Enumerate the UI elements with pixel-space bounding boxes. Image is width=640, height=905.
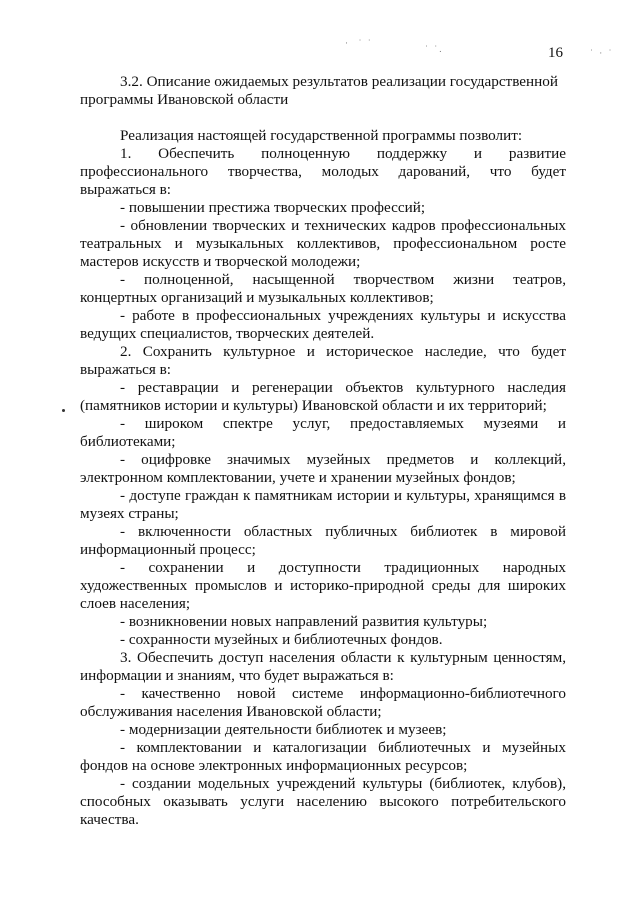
scan-dot <box>62 409 65 412</box>
list-item: - модернизации деятельности библиотек и музеев; <box>120 721 447 738</box>
scan-speck: · ˙ ˙ <box>345 38 373 48</box>
list-item: - широком спектре услуг, предоставляемых музеями и библиотеками; <box>80 415 566 450</box>
paragraph: 2. Сохранить культурное и историческое наследие, что будет выражаться в: <box>80 343 566 378</box>
list-item: - реставрации и регенерации объектов культурного наследия (памятников истории и культуры) Ивановской области и их территорий; <box>80 379 566 414</box>
list-item: - качественно новой системе информационно-библиотечного обслуживания населения Ивановской области; <box>80 685 566 720</box>
list-item: - включенности областных публичных библиотек в мировой информационный процесс; <box>80 523 566 558</box>
scan-speck: ˙ · ˙ <box>590 48 614 58</box>
list-item: - комплектовании и каталогизации библиотечных и музейных фондов на основе электронных информационных ресурсов; <box>80 739 566 774</box>
list-item: - полноценной, насыщенной творчеством жизни театров, концертных организаций и музыкальных коллективов; <box>80 271 566 306</box>
list-item: - оцифровке значимых музейных предметов и коллекций, электронном комплектовании, учете и хранении музейных фондов; <box>80 451 566 486</box>
list-item: - сохранении и доступности традиционных народных художественных промыслов и историко-природной среды для широких слоев населения; <box>80 559 566 612</box>
list-item: - повышении престижа творческих профессий; <box>120 199 426 216</box>
page-number: 16 <box>548 45 563 61</box>
section-heading: 3.2. Описание ожидаемых результатов реализации государственной программы Ивановской области <box>80 73 558 108</box>
document-body <box>80 73 566 829</box>
scan-speck: ˙ ˙. <box>425 44 444 54</box>
list-item: - возникновении новых направлений развития культуры; <box>120 613 488 630</box>
list-item: - создании модельных учреждений культуры (библиотек, клубов), способных оказывать услуги населению высокого потребительского качества. <box>80 775 566 828</box>
paragraph: 3. Обеспечить доступ населения области к культурным ценностям, информации и знаниям, что будет выражаться в: <box>80 649 566 684</box>
list-item: - работе в профессиональных учреждениях культуры и искусства ведущих специалистов, творческих деятелей. <box>80 307 566 342</box>
list-item: - обновлении творческих и технических кадров профессиональных театральных и музыкальных коллективов, профессиональном росте мастеров искусств и творческой молодежи; <box>80 217 566 270</box>
paragraph: 1. Обеспечить полноценную поддержку и развитие профессионального творчества, молодых дарований, что будет выражаться в: <box>80 145 566 198</box>
list-item: - сохранности музейных и библиотечных фондов. <box>120 631 443 648</box>
list-item: - доступе граждан к памятникам истории и культуры, хранящимся в музеях страны; <box>80 487 566 522</box>
intro-paragraph: Реализация настоящей государственной программы позволит: <box>120 127 523 144</box>
